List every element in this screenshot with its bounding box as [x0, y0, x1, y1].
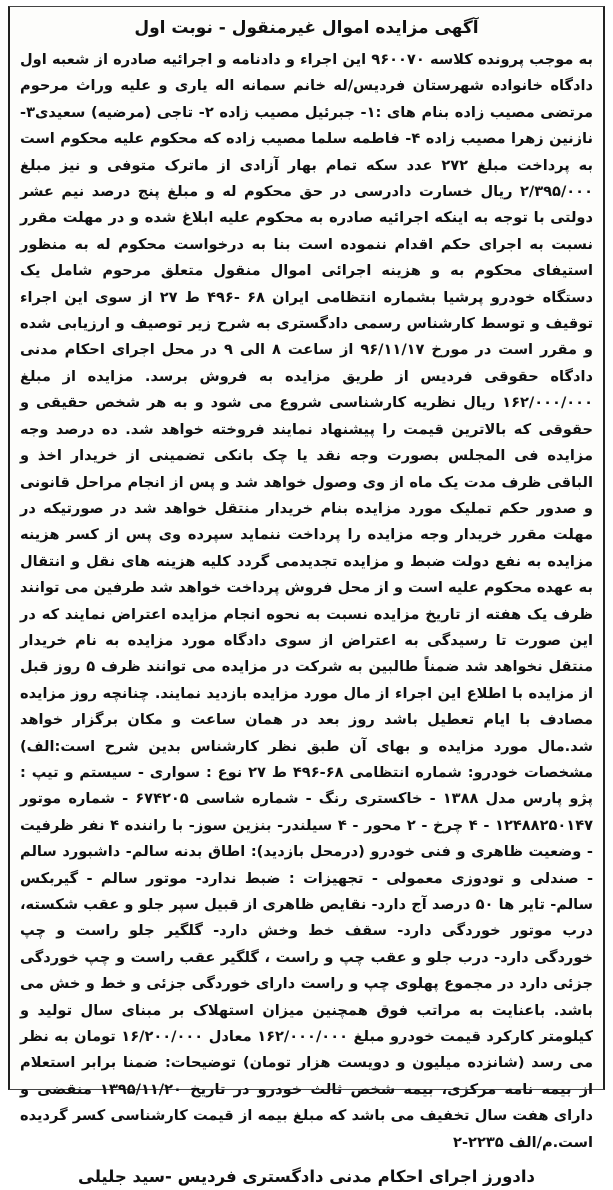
notice-body: به موجب پرونده کلاسه ۹۶۰۰۷۰ این اجراء و دادنامه و اجرائیه صادره از شعبه اول دادگاه خانواده شهرستان فردیس/له خانم سمانه اله یاری و علیه وراث مرحوم مرتضی مصیب زاده بنام های :۱- جبرئیل مصیب زاده ۲- تاجی (مرضیه) سعیدی۳- نازنین زهرا مصیب زاده ۴- فاطمه سلما مصیب زاده که محکوم علیه محکوم است به پرداخت مبلغ ۲۷۲ عدد سکه تمام بهار آزادی از ماترک متوفی و نیز مبلغ ۲/۳۹۵/۰۰۰ ریال خسارت دادرسی در حق محکوم له و مبلغ پنج درصد نیم عشر دولتی با توجه به اینکه اجرائیه صادره به محکوم علیه ابلاغ شده و در مهلت مقرر نسبت به اجرای حکم اقدام ننموده است بنا به درخواست محکوم له به منظور استیفای محکوم به و هزینه اجرائی اموال منقول متعلق مرحوم شامل یک دستگاه خودرو پرشیا بشماره انتظامی ایران ۶۸ -۴۹۶ ط ۲۷ از سوی این اجراء توقیف و توسط کارشناس رسمی دادگستری به شرح زیر توصیف و ارزیابی شده و مقرر است در مورخ ۹۶/۱۱/۱۷ از ساعت ۸ الی ۹ در محل اجرای احکام مدنی دادگاه حقوقی فردیس از طریق مزایده به فروش برسد. مزایده از مبلغ ۱۶۲/۰۰۰/۰۰۰ ریال نظریه کارشناسی شروع می شود و به هر شخص حقیقی و حقوقی که بالاترین قیمت را پیشنهاد نمایند فروخته خواهد شد. ده درصد وجه مزایده فی المجلس بصورت وجه نقد یا چک بانکی تضمینی از خریدار اخذ و الباقی ظرف مدت یک ماه از وی وصول خواهد شد و پس از انجام مراحل قانونی و صدور حکم تملیک مورد مزایده بنام خریدار منتقل خواهد شد در صورتیکه در مهلت مقرر خریدار وجه مزایده را پرداخت ننماید سپرده وی پس از کسر هزینه مزایده به نفع دولت ضبط و مزایده تجدیدمی گردد کلیه هزینه های نقل و انتقال به عهده محکوم علیه است و از محل فروش پرداخت خواهد شد طرفین می توانند ظرف یک هفته از تاریخ مزایده نسبت به نحوه انجام مزایده اعتراض نمایند که در این صورت تا رسیدگی به اعتراض از سوی دادگاه مورد مزایده به نام خریدار منتقل نخواهد شد ضمناً طالبین به شرکت در مزایده می توانند ظرف ۵ روز قبل از مزایده با اطلاع این اجراء از مال مورد مزایده بازدید نمایند. چنانچه روز مزایده مصادف با ایام تعطیل باشد روز بعد در همان ساعت و مکان برگزار خواهد شد.مال مورد مزایده و بهای آن طبق نظر کارشناس بدین شرح است:الف) مشخصات خودرو: شماره انتظامی ۶۸-۴۹۶ ط ۲۷ نوع : سواری - سیستم و تیپ : پژو پارس مدل ۱۳۸۸ - خاکستری رنگ - شماره شاسی ۶۷۴۲۰۵ - شماره موتور ۱۲۴۸۸۲۵۰۱۴۷ - ۴ چرخ - ۲ محور - ۴ سیلندر- بنزین سوز- با راننده ۴ نفر ظرفیت - وضعیت ظاهری و فنی خودرو (درمحل بازدید): اطاق بدنه سالم- داشبورد سالم - صندلی و تودوزی معمولی - تجهیزات : ضبط ندارد- موتور سالم - گیربکس سالم- تایر ها ۵۰ درصد آج دارد- نقایص ظاهری از قبیل سپر جلو و عقب شکسته، درب موتور خوردگی دارد- سقف خط وخش دارد- گلگیر جلو راست و چپ خوردگی دارد- درب جلو و عقب چپ و راست ، گلگیر عقب راست و چپ خوردگی جزئی دارد در مجموع پهلوی چپ و راست دارای خوردگی جزئی و خط و خش می باشد. باعنایت به مراتب فوق همچنین میزان استهلاک بر مبنای سال تولید و کیلومتر کارکرد قیمت خودرو مبلغ ۱۶۲/۰۰۰/۰۰۰ معادل ۱۶/۲۰۰/۰۰۰ تومان به نظر می رسد (شانزده میلیون و دویست هزار تومان) توضیحات: ضمنا برابر استعلام از بیمه نامه مرکزی، بیمه شخص ثالث خودرو در تاریخ ۱۳۹۵/۱۱/۲۰ منقضی و دارای هفت سال تخفیف می باشد که مبلغ بیمه از قیمت کارشناسی کسر گردیده است.م/الف ۲۲۳۵-۲	[20, 51, 594, 1151]
auction-notice	[8, 6, 605, 1187]
notice-signature: دادورز اجرای احکام مدنی دادگستری فردیس -سید جلیلی	[78, 1167, 535, 1187]
notice-title: آگهی مزایده اموال غیرمنقول - نوبت اول	[134, 18, 479, 38]
